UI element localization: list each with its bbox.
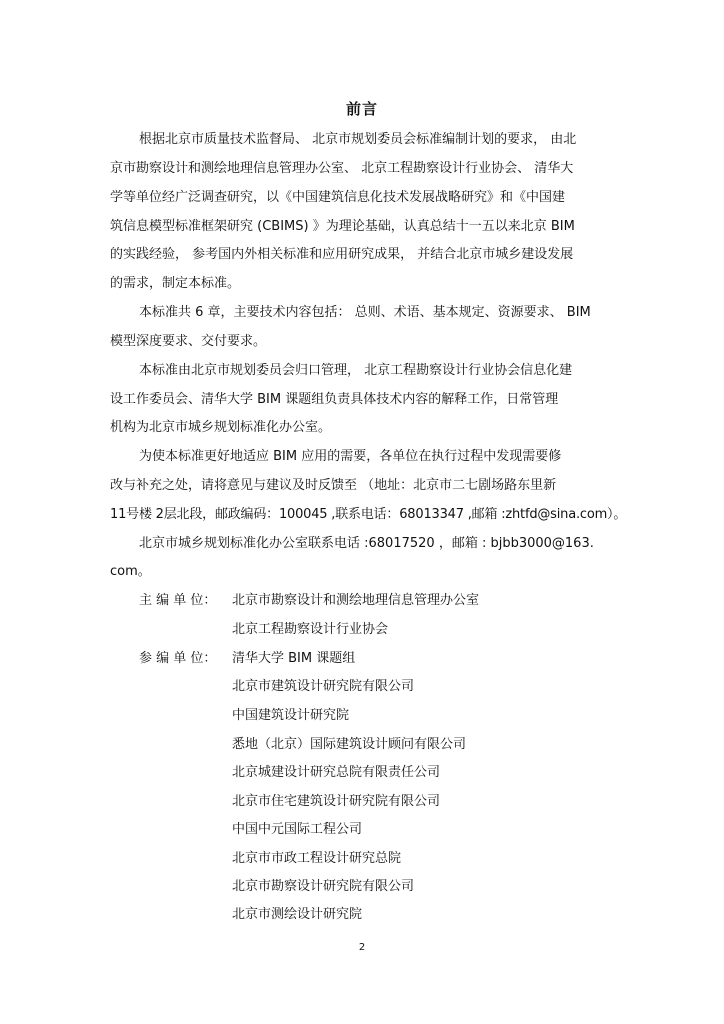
paragraph-line: com。 [110, 564, 151, 579]
participating-unit: 北京市勘察设计研究院有限公司 [232, 879, 415, 894]
paragraph-line: 学等单位经广泛调查研究，以《中国建筑信息化技术发展战略研究》和《中国建 [110, 190, 566, 205]
page-number: 2 [358, 942, 366, 953]
paragraph-line: 筑信息模型标准框架研究 (CBIMS) 》为理论基础，认真总结十一五以来北京 BIM [110, 219, 575, 234]
paragraph-line: 机构为北京市城乡规划标准化办公室。 [110, 420, 332, 435]
paragraph-line: 本标准共 6 章，主要技术内容包括： 总则、术语、基本规定、资源要求、 BIM [139, 305, 591, 320]
participating-unit: 悉地（北京）国际建筑设计顾问有限公司 [232, 737, 467, 752]
participating-unit: 中国中元国际工程公司 [232, 822, 363, 837]
paragraph-line: 模型深度要求、交付要求。 [110, 334, 267, 349]
chief-unit: 北京工程勘察设计行业协会 [232, 622, 389, 637]
participating-unit: 北京市测绘设计研究院 [232, 907, 363, 922]
paragraph-line: 为使本标准更好地适应 BIM 应用的需要，各单位在执行过程中发现需要修 [139, 449, 562, 464]
paragraph-line: 北京市城乡规划标准化办公室联系电话 :68017520 ，邮箱 : bjbb3000@163. [139, 536, 594, 551]
participating-units-label: 参 编 单 位： [139, 651, 217, 666]
paragraph-line: 11号楼 2层北段，邮政编码：100045 ,联系电话：68013347 ,邮箱 :zhtfd@sina.com）。 [110, 507, 627, 522]
chief-units-label: 主 编 单 位： [139, 593, 217, 608]
paragraph-line: 本标准由北京市规划委员会归口管理， 北京工程勘察设计行业协会信息化建 [139, 363, 573, 378]
participating-unit: 北京城建设计研究总院有限责任公司 [232, 765, 441, 780]
participating-unit: 北京市住宅建筑设计研究院有限公司 [232, 794, 441, 809]
paragraph-line: 的需求，制定本标准。 [110, 276, 241, 291]
participating-unit: 北京市建筑设计研究院有限公司 [232, 679, 415, 694]
paragraph-line: 根据北京市质量技术监督局、 北京市规划委员会标准编制计划的要求， 由北 [139, 132, 577, 147]
paragraph-line: 设工作委员会、清华大学 BIM 课题组负责具体技术内容的解释工作，日常管理 [110, 392, 559, 407]
participating-unit: 北京市市政工程设计研究总院 [232, 851, 402, 866]
chief-unit: 北京市勘察设计和测绘地理信息管理办公室 [232, 593, 480, 608]
paragraph-line: 京市勘察设计和测绘地理信息管理办公室、 北京工程勘察设计行业协会、 清华大 [110, 161, 574, 176]
participating-unit: 中国建筑设计研究院 [232, 708, 350, 723]
paragraph-line: 改与补充之处，请将意见与建议及时反馈至 （地址：北京市二七剧场路东里新 [110, 478, 557, 493]
page-title: 前言 [345, 100, 378, 118]
paragraph-line: 的实践经验， 参考国内外相关标准和应用研究成果， 并结合北京市城乡建设发展 [110, 247, 574, 262]
participating-unit: 清华大学 BIM 课题组 [232, 651, 356, 666]
